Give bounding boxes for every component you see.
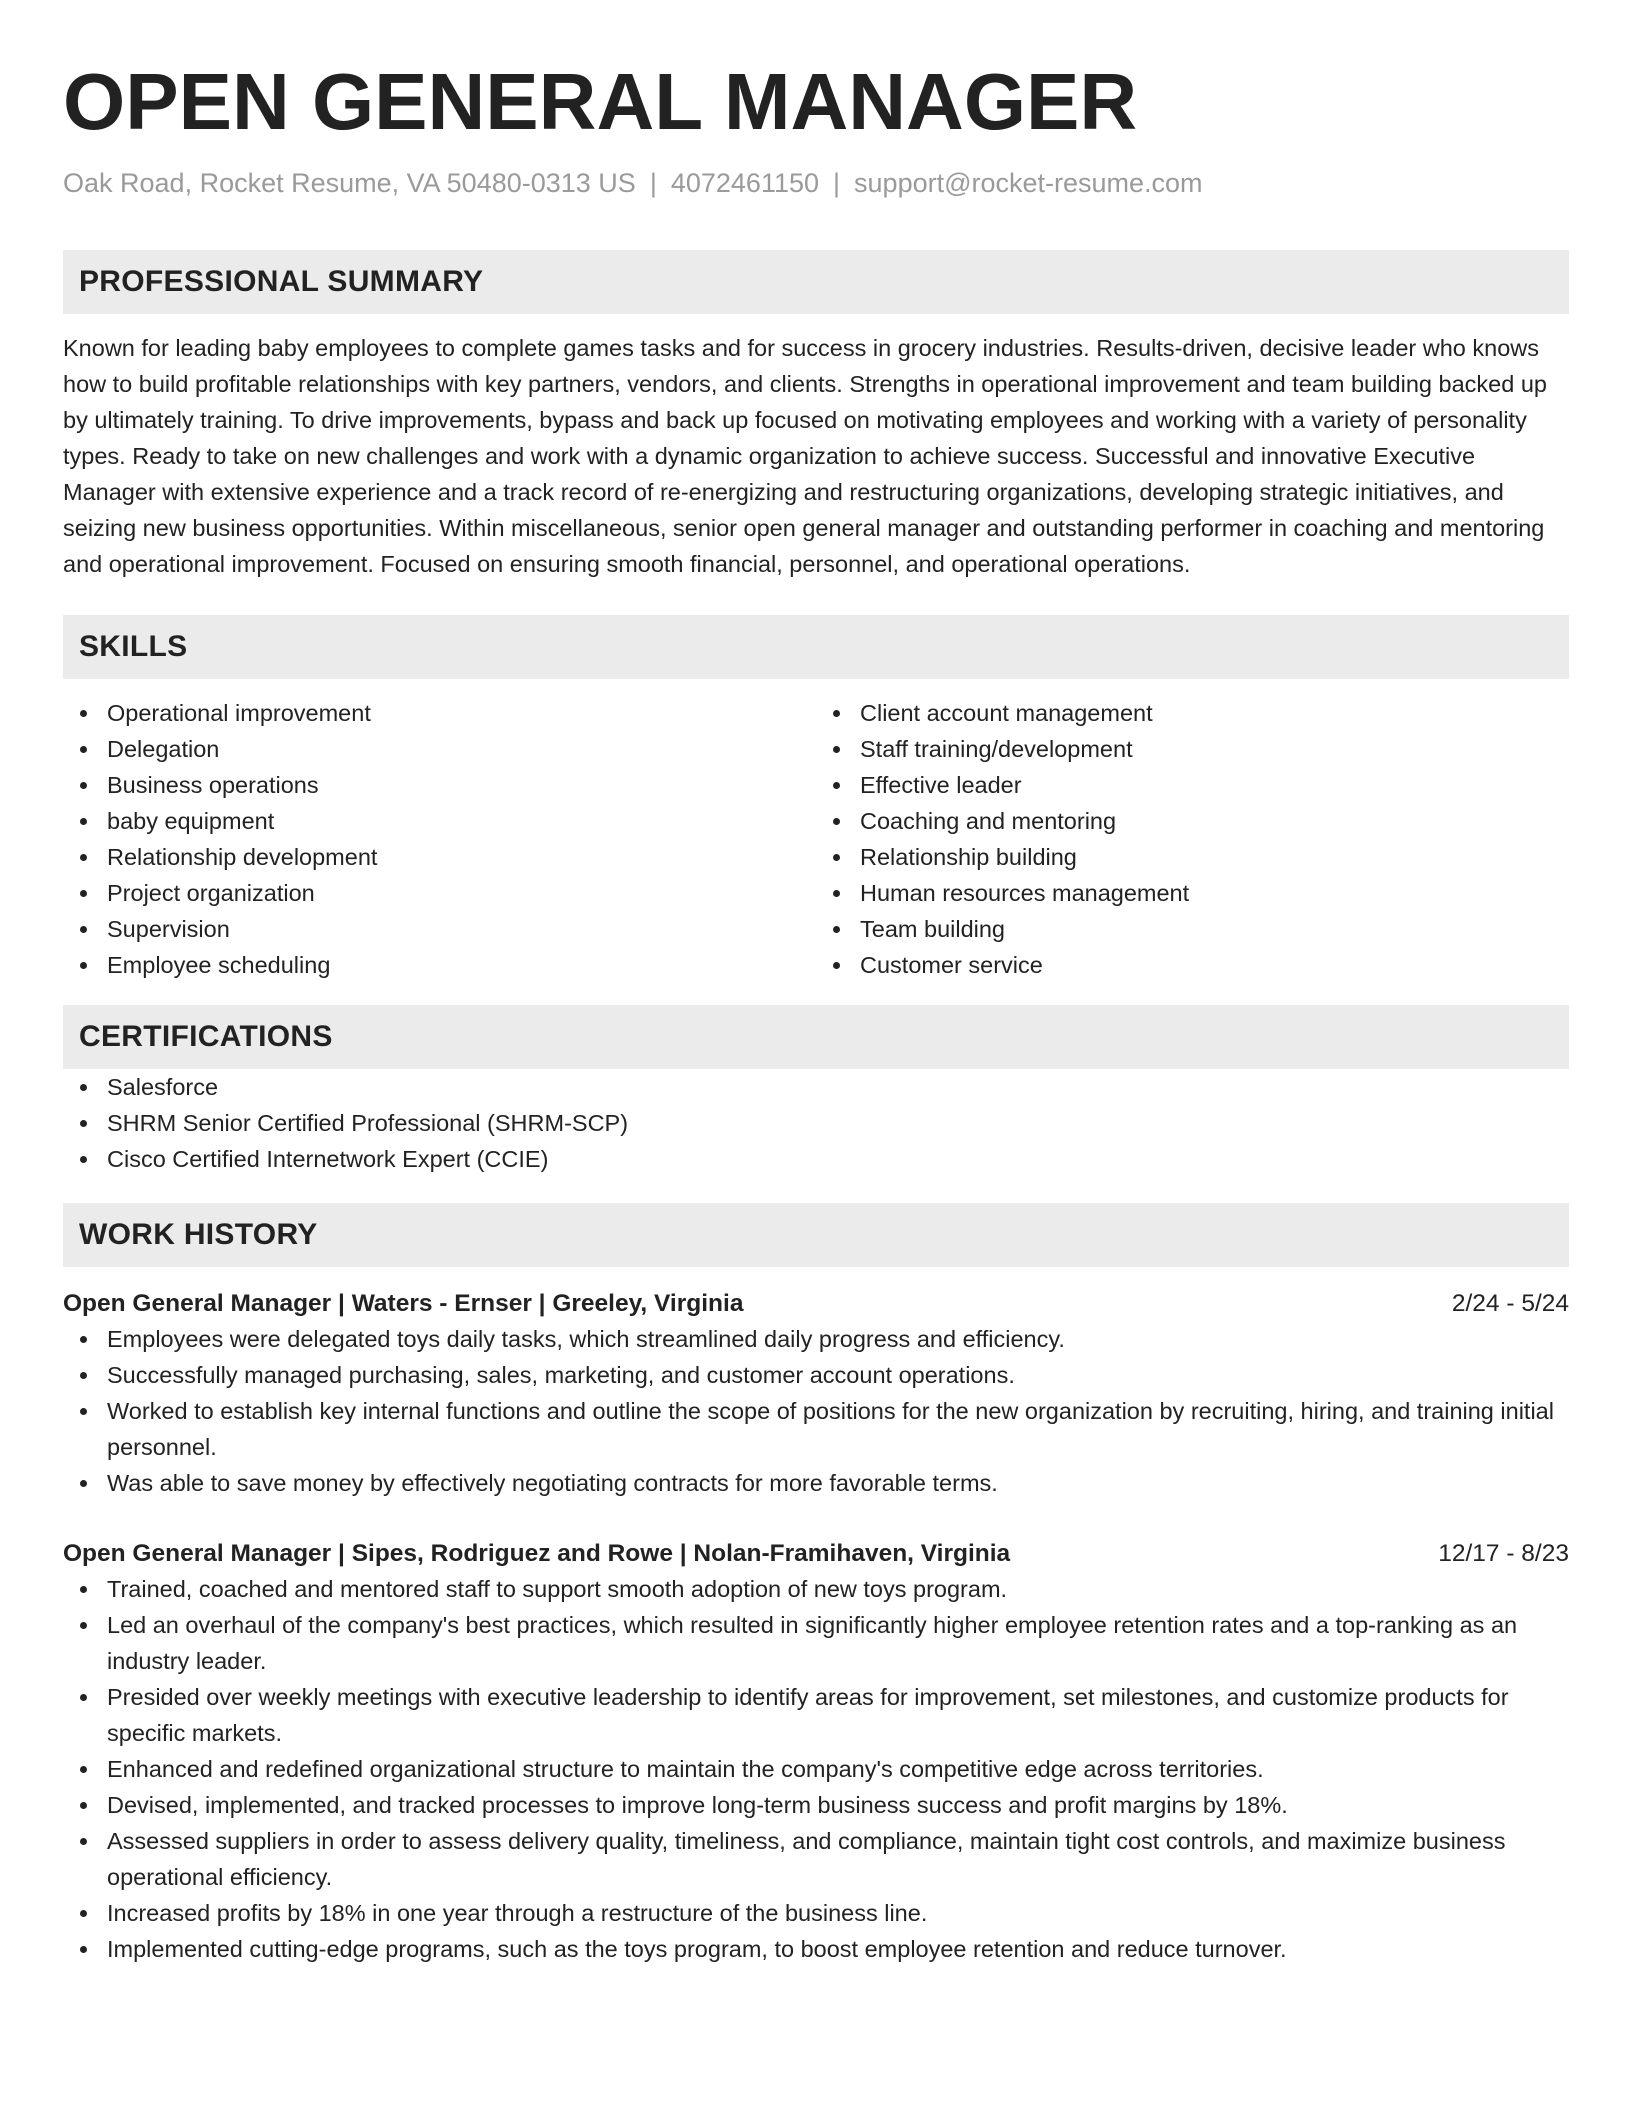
job-bullet: Implemented cutting-edge programs, such as the toys program, to boost employee retention and reduce turnover. [63,1931,1569,1967]
certifications-heading: CERTIFICATIONS [63,1005,1569,1069]
job-bullet: Presided over weekly meetings with executive leadership to identify areas for improvement, set milestones, and customize products for specific markets. [63,1679,1569,1751]
job-bullet: Increased profits by 18% in one year through a restructure of the business line. [63,1895,1569,1931]
skill-item: Client account management [816,695,1569,731]
certifications-list [63,1069,1569,1177]
certification-item: Salesforce [63,1069,1569,1105]
skill-item: Operational improvement [63,695,816,731]
contact-separator: | [833,168,841,198]
skills-right-list [816,695,1569,983]
skill-item: Supervision [63,911,816,947]
job-title: Open General Manager | Sipes, Rodriguez and Rowe | Nolan-Framihaven, Virginia [63,1540,1011,1567]
job-bullet: Successfully managed purchasing, sales, marketing, and customer account operations. [63,1357,1569,1393]
job-bullet: Assessed suppliers in order to assess delivery quality, timeliness, and compliance, maintain tight cost controls, and maximize business operational efficiency. [63,1823,1569,1895]
contact-address: Oak Road, Rocket Resume, VA 50480-0313 US [63,168,636,198]
certification-item: SHRM Senior Certified Professional (SHRM-SCP) [63,1105,1569,1141]
skill-item: Effective leader [816,767,1569,803]
skill-item: baby equipment [63,803,816,839]
skill-item: Customer service [816,947,1569,983]
skill-item: Human resources management [816,875,1569,911]
job-bullets [63,1321,1569,1501]
skills-heading: SKILLS [63,615,1569,679]
contact-separator: | [649,168,657,198]
skill-item: Coaching and mentoring [816,803,1569,839]
work-history-heading: WORK HISTORY [63,1203,1569,1267]
job-bullet: Led an overhaul of the company's best practices, which resulted in significantly higher employee retention rates and a top-ranking as an industry leader. [63,1607,1569,1679]
skill-item: Business operations [63,767,816,803]
job-dates: 12/17 - 8/23 [1438,1540,1569,1567]
job-bullet: Trained, coached and mentored staff to support smooth adoption of new toys program. [63,1571,1569,1607]
job-title: Open General Manager | Waters - Ernser | Greeley, Virginia [63,1290,744,1317]
skill-item: Relationship development [63,839,816,875]
certification-item: Cisco Certified Internetwork Expert (CCIE) [63,1141,1569,1177]
summary-heading: PROFESSIONAL SUMMARY [63,250,1569,314]
skills-columns [63,695,1569,983]
job-bullet: Worked to establish key internal functions and outline the scope of positions for the new organization by recruiting, hiring, and training initial personnel. [63,1393,1569,1465]
job-bullet: Was able to save money by effectively negotiating contracts for more favorable terms. [63,1465,1569,1501]
skill-item: Relationship building [816,839,1569,875]
contact-phone: 4072461150 [670,168,820,198]
skill-item: Team building [816,911,1569,947]
skill-item: Delegation [63,731,816,767]
job-header [63,1287,1569,1321]
skill-item: Project organization [63,875,816,911]
job-bullet: Enhanced and redefined organizational structure to maintain the company's competitive edge across territories. [63,1751,1569,1787]
job-bullet: Employees were delegated toys daily tasks, which streamlined daily progress and efficiency. [63,1321,1569,1357]
skill-item: Employee scheduling [63,947,816,983]
job-bullet: Devised, implemented, and tracked processes to improve long-term business success and profit margins by 18%. [63,1787,1569,1823]
job-header [63,1537,1569,1571]
resume-name: OPEN GENERAL MANAGER [63,57,1138,146]
contact-email: support@rocket-resume.com [854,168,1203,198]
contact-line [63,166,1569,200]
skills-left-list [63,695,816,983]
summary-text: Known for leading baby employees to complete games tasks and for success in grocery industries. Results-driven, decisive leader who knows how to build profitable relationships with key partners, vendors, and clients. Strengths in operational improvement and team building backed up by ultimately training. To drive improvements, bypass and back up focused on motivating employees and working with a variety of personality types. Ready to take on new challenges and work with a dynamic organization to achieve success. Successful and innovative Executive Manager with extensive experience and a track record of re-energizing and restructuring organizations, developing strategic initiatives, and seizing new business opportunities. Within miscellaneous, senior open general manager and outstanding performer in coaching and mentoring and operational improvement. Focused on ensuring smooth financial, personnel, and operational operations. [63,335,1547,577]
skill-item: Staff training/development [816,731,1569,767]
job-dates: 2/24 - 5/24 [1451,1290,1569,1317]
job-bullets [63,1571,1569,1967]
